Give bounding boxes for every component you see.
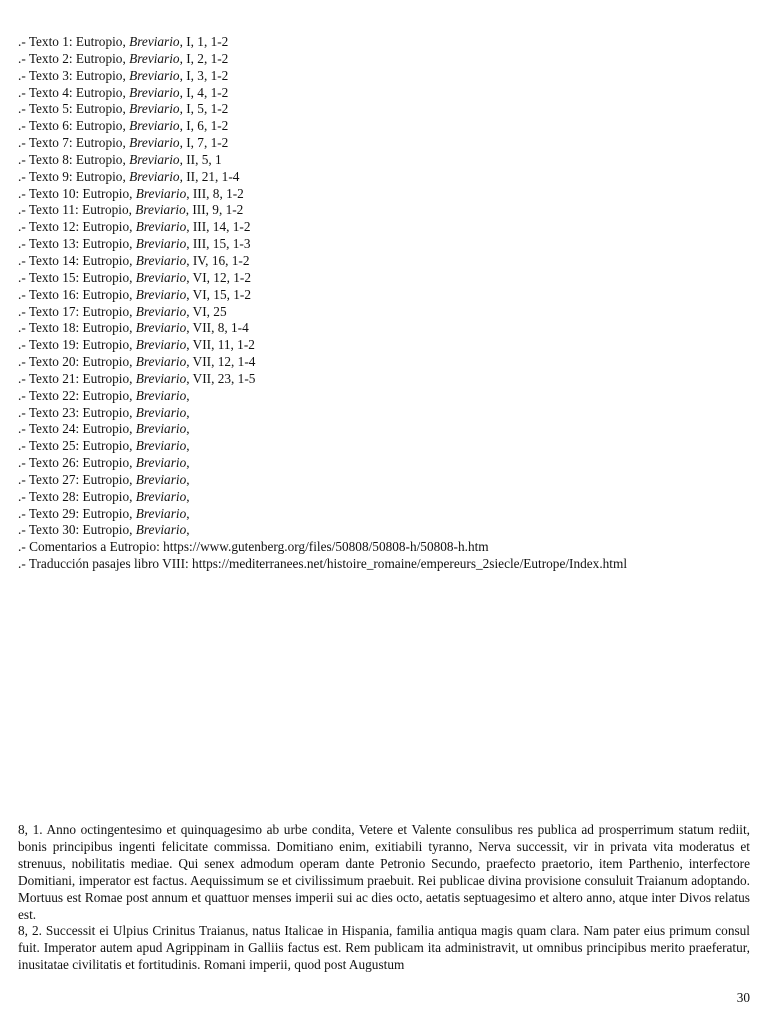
text-item-title: Breviario xyxy=(135,354,187,370)
text-item-reference: , xyxy=(186,421,190,437)
text-item-title: Breviario xyxy=(135,236,187,252)
text-list-item xyxy=(18,522,758,539)
text-item-prefix: .- Texto 29: Eutropio, xyxy=(18,505,136,521)
text-item-reference: , III, 14, 1-2 xyxy=(186,219,251,235)
text-item-reference: , III, 9, 1-2 xyxy=(185,202,244,218)
text-list-item xyxy=(18,287,758,304)
text-list-item xyxy=(18,421,758,438)
text-item-prefix: .- Texto 4: Eutropio, xyxy=(18,84,130,100)
text-list-item xyxy=(18,337,758,354)
text-item-reference: , VII, 12, 1-4 xyxy=(186,354,256,370)
text-item-reference: , xyxy=(186,455,190,471)
latin-paragraph-8-2: 8, 2. Successit ei Ulpius Crinitus Traianus, natus Italicae in Hispania, familia antiqua magis quam clara. Nam pater eius primum consul fuit. Imperator autem apud Agrippinam in Galliis factus est. Rem publicam ita administravit, ut omnibus principibus merito praeferatur, inusitatae civilitatis et fortitudinis. Romani imperii, quod post Augustum xyxy=(18,923,750,973)
page-number: 30 xyxy=(736,990,750,1005)
text-item-title: Breviario xyxy=(129,151,180,167)
text-item-title: Breviario xyxy=(129,34,180,49)
text-item-reference: , VI, 25 xyxy=(186,303,227,319)
latin-passage xyxy=(18,822,750,974)
text-item-title: Breviario xyxy=(135,219,187,235)
text-item-prefix: .- Texto 17: Eutropio, xyxy=(18,303,136,319)
text-item-title: Breviario xyxy=(135,421,187,437)
text-list-item xyxy=(18,371,758,388)
text-item-title: Breviario xyxy=(135,370,187,386)
text-item-title: Breviario xyxy=(135,252,187,268)
text-item-reference: , xyxy=(186,404,190,420)
text-item-prefix: .- Texto 28: Eutropio, xyxy=(18,488,136,504)
text-item-title: Breviario xyxy=(129,84,180,100)
text-item-title: Breviario xyxy=(135,455,187,471)
text-item-reference: , IV, 16, 1-2 xyxy=(186,252,250,268)
text-item-title: Breviario xyxy=(135,337,187,353)
text-item-reference: , I, 6, 1-2 xyxy=(179,118,229,134)
text-item-reference: , I, 4, 1-2 xyxy=(179,84,229,100)
text-item-prefix: .- Texto 19: Eutropio, xyxy=(18,337,136,353)
text-list-item xyxy=(18,68,758,85)
text-item-prefix: .- Texto 30: Eutropio, xyxy=(18,522,136,538)
text-item-prefix: .- Texto 11: Eutropio, xyxy=(18,202,136,218)
text-list-item xyxy=(18,320,758,337)
text-item-reference: , VI, 12, 1-2 xyxy=(186,269,251,285)
text-item-prefix: .- Texto 14: Eutropio, xyxy=(18,252,136,268)
text-list-item xyxy=(18,388,758,405)
text-list-item xyxy=(18,253,758,270)
text-item-title: Breviario xyxy=(135,522,187,538)
text-item-prefix: .- Texto 3: Eutropio, xyxy=(18,67,130,83)
text-item-title: Breviario xyxy=(135,438,187,454)
text-item-prefix: .- Texto 8: Eutropio, xyxy=(18,151,130,167)
text-item-title: Breviario xyxy=(135,185,187,201)
text-item-reference: , VI, 15, 1-2 xyxy=(186,286,251,302)
text-list-item xyxy=(18,101,758,118)
text-item-title: Breviario xyxy=(135,505,187,521)
text-list-item xyxy=(18,438,758,455)
text-item-title: Breviario xyxy=(129,50,180,66)
text-list-item xyxy=(18,472,758,489)
text-item-prefix: .- Texto 24: Eutropio, xyxy=(18,421,136,437)
text-item-reference: , I, 5, 1-2 xyxy=(179,101,229,117)
text-list-item xyxy=(18,236,758,253)
text-item-reference: , xyxy=(186,387,190,403)
text-list-item xyxy=(18,169,758,186)
text-item-title: Breviario xyxy=(135,286,187,302)
text-item-reference: , xyxy=(186,471,190,487)
text-item-title: Breviario xyxy=(129,168,180,184)
text-item-title: Breviario xyxy=(135,404,187,420)
text-item-prefix: .- Texto 27: Eutropio, xyxy=(18,471,136,487)
text-item-reference: , I, 1, 1-2 xyxy=(179,34,229,49)
text-item-reference: , III, 15, 1-3 xyxy=(186,236,251,252)
text-item-prefix: .- Texto 16: Eutropio, xyxy=(18,286,136,302)
text-item-prefix: .- Texto 1: Eutropio, xyxy=(18,34,130,49)
text-item-title: Breviario xyxy=(135,488,187,504)
comentarios-link[interactable]: .- Comentarios a Eutropio: https://www.gutenberg.org/files/50808/50808-h/50808-h.htm xyxy=(18,539,489,555)
text-list-item xyxy=(18,202,758,219)
text-item-prefix: .- Texto 12: Eutropio, xyxy=(18,219,136,235)
text-list-item xyxy=(18,506,758,523)
text-item-reference: , VII, 11, 1-2 xyxy=(186,337,255,353)
text-item-prefix: .- Texto 21: Eutropio, xyxy=(18,370,136,386)
text-item-title: Breviario xyxy=(129,67,180,83)
text-list-item xyxy=(18,219,758,236)
text-item-title: Breviario xyxy=(135,202,186,218)
text-item-prefix: .- Texto 6: Eutropio, xyxy=(18,118,130,134)
text-item-title: Breviario xyxy=(135,303,187,319)
latin-paragraph-8-1: 8, 1. Anno octingentesimo et quinquagesimo ab urbe condita, Vetere et Valente consulibus res publica ad prosperrimum statum rediit, bonis principibus ingenti felicitate commissa. Domitiano enim, exitiabili tyranno, Nerva successit, vir in privata vita moderatus et strenuus, nobilitatis mediae. Qui senex admodum operam dante Petronio Secundo, praefecto praetorio, item Parthenio, interfectore Domitiani, imperator est factus. Aequissimum se et civilissimum praebuit. Rei publicae divina provisione consuluit Traianum adoptando. Mortuus est Romae post annum et quattuor menses imperii sui ac dies octo, aetatis septuagesimo et altero anno, atque inter Divos relatus est. xyxy=(18,822,750,922)
text-list-item xyxy=(18,118,758,135)
text-item-reference: , I, 7, 1-2 xyxy=(179,135,229,151)
text-item-reference: , I, 3, 1-2 xyxy=(179,67,229,83)
text-item-title: Breviario xyxy=(135,269,187,285)
text-item-prefix: .- Texto 9: Eutropio, xyxy=(18,168,130,184)
text-item-prefix: .- Texto 5: Eutropio, xyxy=(18,101,130,117)
text-list-item xyxy=(18,51,758,68)
text-item-reference: , xyxy=(186,505,190,521)
text-item-title: Breviario xyxy=(129,101,180,117)
text-item-title: Breviario xyxy=(135,471,187,487)
text-list-item xyxy=(18,455,758,472)
text-item-reference: , xyxy=(186,488,190,504)
text-item-title: Breviario xyxy=(135,387,187,403)
text-item-prefix: .- Texto 26: Eutropio, xyxy=(18,455,136,471)
text-list-item xyxy=(18,489,758,506)
text-item-reference: , VII, 23, 1-5 xyxy=(186,370,256,386)
text-item-reference: , VII, 8, 1-4 xyxy=(186,320,249,336)
text-item-prefix: .- Texto 13: Eutropio, xyxy=(18,236,136,252)
text-item-reference: , I, 2, 1-2 xyxy=(179,50,229,66)
text-item-prefix: .- Texto 7: Eutropio, xyxy=(18,135,130,151)
traduccion-link[interactable]: .- Traducción pasajes libro VIII: https://mediterranees.net/histoire_romaine/empereurs_2siecle/Eutrope/Index.html xyxy=(18,556,628,572)
text-item-prefix: .- Texto 18: Eutropio, xyxy=(18,320,136,336)
text-list-item xyxy=(18,354,758,371)
text-item-reference: , II, 21, 1-4 xyxy=(179,168,240,184)
text-list-item xyxy=(18,135,758,152)
text-list-item xyxy=(18,152,758,169)
text-list-item xyxy=(18,186,758,203)
text-list xyxy=(18,34,758,573)
text-list-item xyxy=(18,405,758,422)
text-item-title: Breviario xyxy=(129,135,180,151)
text-item-prefix: .- Texto 2: Eutropio, xyxy=(18,50,130,66)
text-list-item xyxy=(18,270,758,287)
text-item-reference: , II, 5, 1 xyxy=(179,151,222,167)
text-item-prefix: .- Texto 22: Eutropio, xyxy=(18,387,136,403)
text-list-item xyxy=(18,304,758,321)
text-item-reference: , III, 8, 1-2 xyxy=(186,185,244,201)
text-list-item xyxy=(18,34,758,51)
text-item-prefix: .- Texto 23: Eutropio, xyxy=(18,404,136,420)
text-item-prefix: .- Texto 20: Eutropio, xyxy=(18,354,136,370)
text-item-prefix: .- Texto 25: Eutropio, xyxy=(18,438,136,454)
text-item-prefix: .- Texto 15: Eutropio, xyxy=(18,269,136,285)
text-list-item xyxy=(18,85,758,102)
text-item-prefix: .- Texto 10: Eutropio, xyxy=(18,185,136,201)
text-item-reference: , xyxy=(186,438,190,454)
text-item-reference: , xyxy=(186,522,190,538)
text-item-title: Breviario xyxy=(129,118,180,134)
text-item-title: Breviario xyxy=(135,320,187,336)
